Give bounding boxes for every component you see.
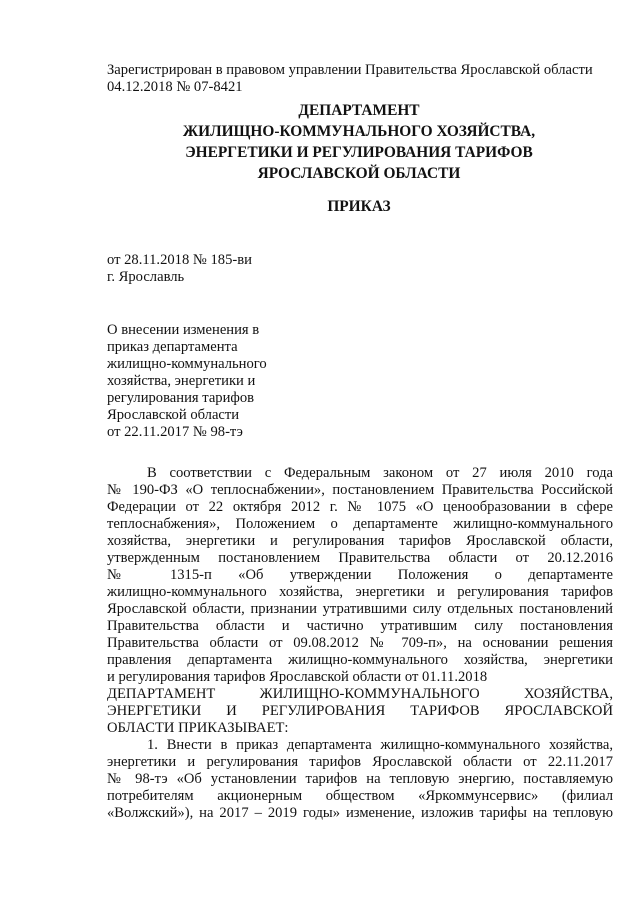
body-line: Ярославской области, признании утратившими силу отдельных постановлений — [107, 601, 613, 617]
body-line: «Волжский»), на 2017 – 2019 годы» изменение, изложив тарифы на тепловую — [107, 805, 613, 821]
body-line: В соответствии с Федеральным законом от 27 июля 2010 года — [147, 465, 613, 481]
registration-stamp — [107, 62, 593, 96]
order-body — [107, 465, 613, 822]
body-line: ОБЛАСТИ ПРИКАЗЫВАЕТ: — [107, 720, 289, 736]
subject-line: Ярославской области — [107, 407, 240, 423]
registration-line: 04.12.2018 № 07-8421 — [107, 79, 243, 95]
department-line: ЖИЛИЩНО-КОММУНАЛЬНОГО ХОЗЯЙСТВА, — [182, 123, 536, 140]
subject-line: О внесении изменения в — [107, 322, 260, 338]
body-line: теплоснабжения», Положением о департаменте жилищно-коммунального — [107, 516, 613, 532]
order-details — [107, 252, 252, 286]
department-line: ЯРОСЛАВСКОЙ ОБЛАСТИ — [257, 165, 461, 182]
body-line: № 1315-п «Об утверждении Положения о департаменте — [107, 567, 613, 583]
department-header — [106, 100, 612, 184]
body-line: и регулирования тарифов Ярославской области от 01.11.2018 — [107, 669, 488, 685]
body-line: правления департамента жилищно-коммунального хозяйства, энергетики — [107, 652, 613, 668]
subject-line: жилищно-коммунального — [107, 356, 267, 372]
body-line: 1. Внести в приказ департамента жилищно-коммунального хозяйства, — [147, 737, 613, 753]
subject-line: от 22.11.2017 № 98-тэ — [107, 424, 243, 440]
body-line: жилищно-коммунального хозяйства, энергетики и регулирования тарифов — [107, 584, 613, 600]
body-line: Федерации от 22 октября 2012 г. № 1075 «О ценообразовании в сфере — [107, 499, 613, 515]
body-line: энергетики и регулирования тарифов Ярославской области от 22.11.2017 — [107, 754, 613, 770]
registration-line: Зарегистрирован в правовом управлении Правительства Ярославской области — [107, 62, 593, 78]
order-city: г. Ярославль — [107, 269, 185, 285]
order-date-number: от 28.11.2018 № 185-ви — [107, 252, 252, 268]
subject-line: хозяйства, энергетики и — [107, 373, 256, 389]
body-line: потребителям акционерным обществом «Яркоммунсервис» (филиал — [107, 788, 613, 804]
subject-line: приказ департамента — [107, 339, 238, 355]
body-line: № 98-тэ «Об установлении тарифов на тепловую энергию, поставляемую — [107, 771, 613, 787]
subject-line: регулирования тарифов — [107, 390, 255, 406]
order-subject — [107, 322, 267, 441]
department-line: ЭНЕРГЕТИКИ И РЕГУЛИРОВАНИЯ ТАРИФОВ — [185, 144, 533, 161]
body-line: Правительства области и частично утратившим силу постановления — [107, 618, 613, 634]
body-line: хозяйства, энергетики и регулирования тарифов Ярославской области, — [107, 533, 613, 549]
document-type-title: ПРИКАЗ — [327, 198, 391, 215]
body-line: ЭНЕРГЕТИКИ И РЕГУЛИРОВАНИЯ ТАРИФОВ ЯРОСЛАВСКОЙ — [107, 703, 613, 719]
body-line: № 190-ФЗ «О теплоснабжении», постановлением Правительства Российской — [107, 482, 613, 498]
department-line: ДЕПАРТАМЕНТ — [298, 102, 420, 119]
body-line: утвержденным постановлением Правительства области от 20.12.2016 — [107, 550, 613, 566]
body-line: Правительства области от 09.08.2012 № 709-п», на основании решения — [107, 635, 613, 651]
body-line: ДЕПАРТАМЕНТ ЖИЛИЩНО-КОММУНАЛЬНОГО ХОЗЯЙСТВА, — [107, 686, 613, 702]
